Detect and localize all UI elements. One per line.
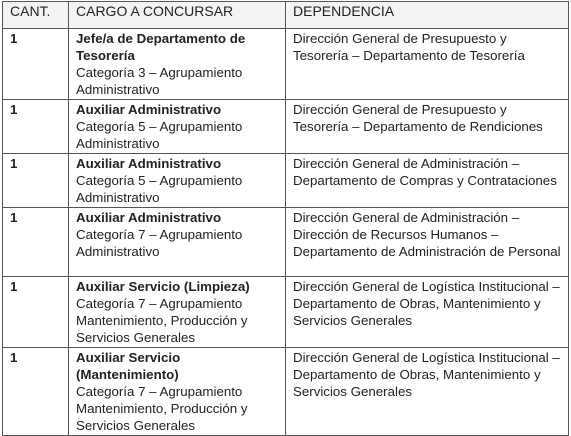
header-department: [286, 2, 569, 29]
row-quantity: 1: [3, 100, 69, 154]
row-position: [69, 100, 286, 154]
department-text: Dirección General de Administración – Departamento de Compras y Contrataciones: [293, 156, 557, 188]
table-row: [3, 154, 569, 208]
row-quantity: 1: [3, 277, 69, 348]
position-category: Categoría 3 – Agrupamiento Administrativo: [76, 65, 243, 97]
position-category: Categoría 7 – Agrupamiento Administrativo: [76, 227, 243, 259]
position-title: Jefe/a de Departamento de Tesorería: [76, 31, 246, 63]
department-text: Dirección General de Logística Institucional – Departamento de Obras, Mantenimiento y Servicios Generales: [293, 350, 560, 399]
header-quantity-label: CANT.: [10, 3, 51, 19]
row-position: [69, 208, 286, 277]
department-text: Dirección General de Logística Institucional – Departamento de Obras, Mantenimiento y Servicios Generales: [293, 279, 560, 328]
table-row: [3, 208, 569, 277]
table-header-row: [3, 2, 569, 29]
header-quantity: [3, 2, 69, 29]
department-text: Dirección General de Presupuesto y Tesorería – Departamento de Rendiciones: [293, 102, 543, 134]
table-row: [3, 100, 569, 154]
header-department-label: DEPENDENCIA: [293, 3, 395, 19]
position-title: Auxiliar Servicio (Mantenimiento): [76, 350, 181, 382]
position-category: Categoría 5 – Agrupamiento Administrativo: [76, 173, 243, 205]
row-quantity: 1: [3, 348, 69, 436]
department-text: Dirección General de Presupuesto y Tesorería – Departamento de Tesorería: [293, 31, 525, 63]
position-category: Categoría 7 – Agrupamiento Mantenimiento, Producción y Servicios Generales: [76, 296, 248, 345]
row-position: [69, 29, 286, 100]
position-title: Auxiliar Administrativo: [76, 156, 222, 171]
row-department: [286, 29, 569, 100]
position-category: Categoría 5 – Agrupamiento Administrativo: [76, 119, 243, 151]
row-position: [69, 348, 286, 436]
header-position: [69, 2, 286, 29]
table-row: [3, 29, 569, 100]
department-text: Dirección General de Administración – Dirección de Recursos Humanos – Departamento de Administración de Personal: [293, 210, 561, 259]
row-department: [286, 154, 569, 208]
position-title: Auxiliar Servicio (Limpieza): [76, 279, 250, 294]
positions-table-container: [2, 1, 568, 436]
header-position-label: CARGO A CONCURSAR: [76, 3, 234, 19]
table-row: [3, 348, 569, 436]
row-department: [286, 277, 569, 348]
position-title: Auxiliar Administrativo: [76, 210, 222, 225]
row-quantity: 1: [3, 29, 69, 100]
position-title: Auxiliar Administrativo: [76, 102, 222, 117]
position-category: Categoría 7 – Agrupamiento Mantenimiento, Producción y Servicios Generales: [76, 384, 248, 433]
row-department: [286, 208, 569, 277]
row-position: [69, 277, 286, 348]
row-department: [286, 348, 569, 436]
table-row: [3, 277, 569, 348]
row-department: [286, 100, 569, 154]
row-position: [69, 154, 286, 208]
row-quantity: 1: [3, 154, 69, 208]
positions-table: [2, 1, 569, 436]
row-quantity: 1: [3, 208, 69, 277]
